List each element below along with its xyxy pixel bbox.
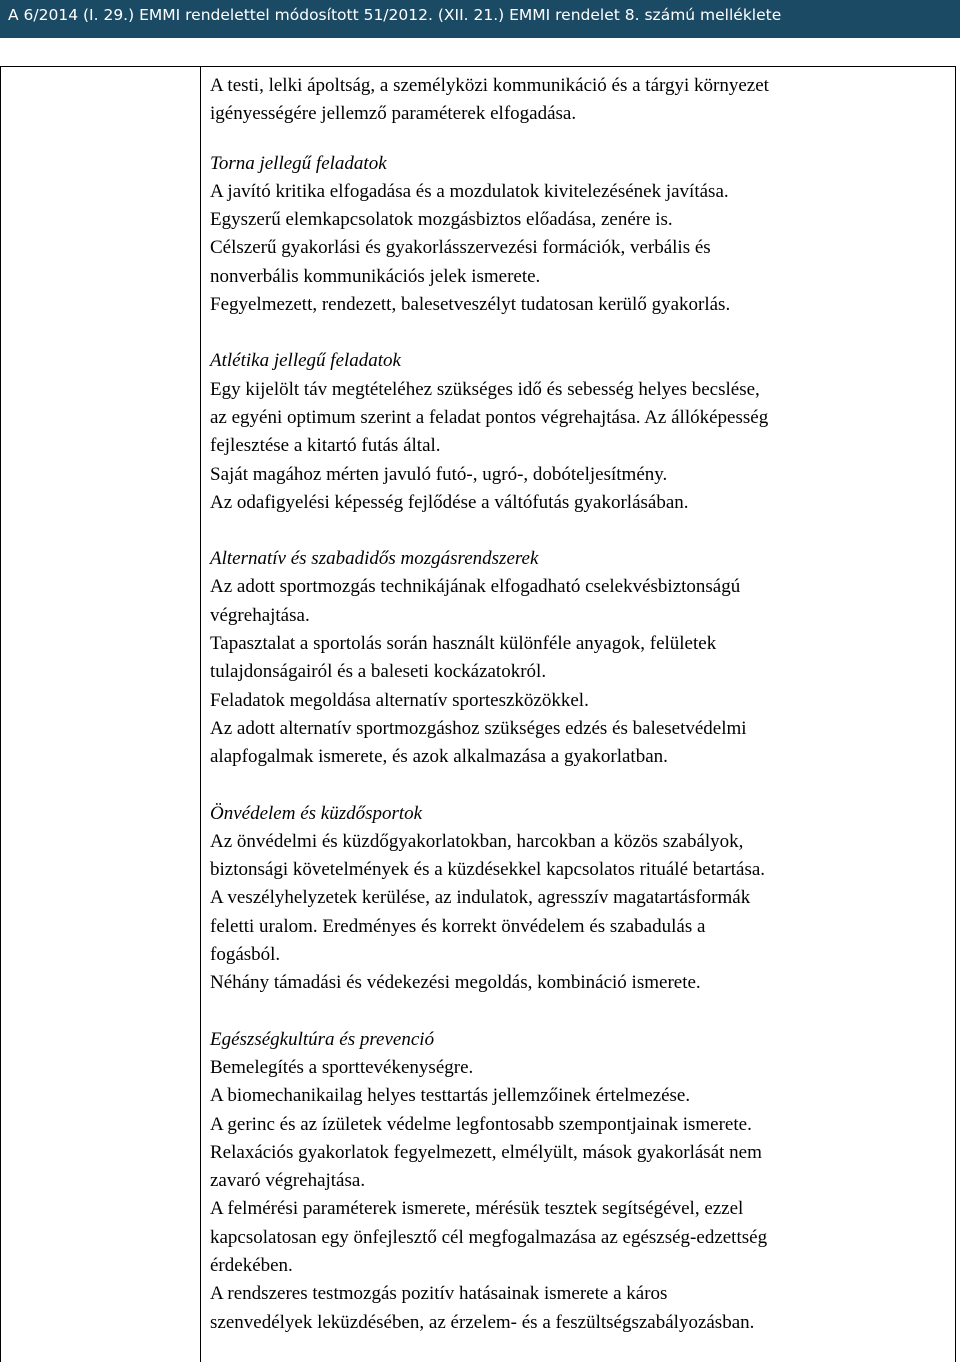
text-line: Egy kijelölt táv megtételéhez szükséges idő és sebesség helyes becslése, (210, 378, 760, 400)
text-line: végrehajtása. (210, 604, 310, 626)
text-line: az egyéni optimum szerint a feladat pontos végrehajtása. Az állóképesség (210, 406, 769, 428)
text-line: zavaró végrehajtása. (210, 1170, 366, 1192)
text-line: fejlesztése a kitartó futás által. (210, 435, 441, 457)
table-right-border (955, 66, 956, 1362)
section-heading: Egészségkultúra és prevenció (210, 1028, 435, 1050)
text-line: Egyszerű elemkapcsolatok mozgásbiztos előadása, zenére is. (210, 209, 673, 231)
text-line: Relaxációs gyakorlatok fegyelmezett, elmélyült, mások gyakorlását nem (210, 1141, 762, 1163)
text-line: Az önvédelmi és küzdőgyakorlatokban, harcokban a közös szabályok, (210, 830, 744, 852)
text-line: Az adott alternatív sportmozgáshoz szükséges edzés és balesetvédelmi (210, 717, 747, 739)
text-line: Bemelegítés a sporttevékenységre. (210, 1056, 474, 1078)
section-alternativ (210, 545, 950, 771)
text-line: alapfogalmak ismerete, és azok alkalmazása a gyakorlatban. (210, 746, 668, 768)
table-column-divider (200, 66, 201, 1362)
header-banner (0, 0, 960, 38)
text-line: A veszélyhelyzetek kerülése, az indulatok, agresszív magatartásformák (210, 887, 751, 909)
section-torna (210, 150, 950, 320)
text-line: érdekében. (210, 1254, 293, 1276)
text-line: feletti uralom. Eredményes és korrekt önvédelem és szabadulás a (210, 915, 706, 937)
table-left-border (0, 66, 1, 1362)
text-line: kapcsolatosan egy önfejlesztő cél megfogalmazása az egészség-edzettség (210, 1226, 768, 1248)
text-line: Célszerű gyakorlási és gyakorlásszervezési formációk, verbális és (210, 237, 711, 259)
text-line: A testi, lelki ápoltság, a személyközi kommunikáció és a tárgyi környezet (210, 75, 769, 96)
section-egeszsegkultura (210, 1026, 950, 1337)
text-line: nonverbális kommunikációs jelek ismerete. (210, 265, 541, 287)
section-atletika (210, 347, 950, 517)
text-line: A rendszeres testmozgás pozitív hatásainak ismerete a káros (210, 1283, 668, 1305)
text-line: Az adott sportmozgás technikájának elfogadható cselekvésbiztonságú (210, 576, 741, 598)
text-line: tulajdonságairól és a baleseti kockázatokról. (210, 661, 547, 683)
text-line: A felmérési paraméterek ismerete, mérésük tesztek segítségével, ezzel (210, 1198, 744, 1220)
header-title: A 6/2014 (I. 29.) EMMI rendelettel módosított 51/2012. (XII. 21.) EMMI rendelet 8. számú melléklete (8, 6, 782, 24)
section-heading: Atlétika jellegű feladatok (210, 350, 401, 372)
section-heading: Alternatív és szabadidős mozgásrendszerek (210, 548, 539, 570)
text-line: szenvedélyek leküzdésében, az érzelem- és a feszültségszabályozásban. (210, 1311, 755, 1333)
text-line: igényességére jellemző paraméterek elfogadása. (210, 103, 577, 125)
text-line: Fegyelmezett, rendezett, balesetveszélyt tudatosan kerülő gyakorlás. (210, 294, 731, 316)
text-line: A biomechanikailag helyes testtartás jellemzőinek értelmezése. (210, 1085, 691, 1107)
text-line: biztonsági követelmények és a küzdésekkel kapcsolatos rituálé betartása. (210, 859, 766, 881)
text-line: Néhány támadási és védekezési megoldás, kombináció ismerete. (210, 972, 701, 994)
text-line: fogásból. (210, 944, 281, 966)
outcome-cell (210, 72, 950, 1337)
text-line: Feladatok megoldása alternatív sporteszközökkel. (210, 689, 589, 711)
text-line: Tapasztalat a sportolás során használt különféle anyagok, felületek (210, 633, 717, 655)
text-line: A gerinc és az ízületek védelme legfontosabb szempontjainak ismerete. (210, 1113, 752, 1135)
text-line: Az odafigyelési képesség fejlődése a váltófutás gyakorlásában. (210, 491, 689, 513)
text-line: Saját magához mérten javuló futó-, ugró-, dobóteljesítmény. (210, 463, 668, 485)
section-onvedelem (210, 800, 950, 998)
section-general (210, 72, 950, 129)
text-line: A javító kritika elfogadása és a mozdulatok kivitelezésének javítása. (210, 180, 729, 202)
section-heading: Torna jellegű feladatok (210, 152, 387, 174)
section-heading: Önvédelem és küzdősportok (210, 802, 423, 824)
